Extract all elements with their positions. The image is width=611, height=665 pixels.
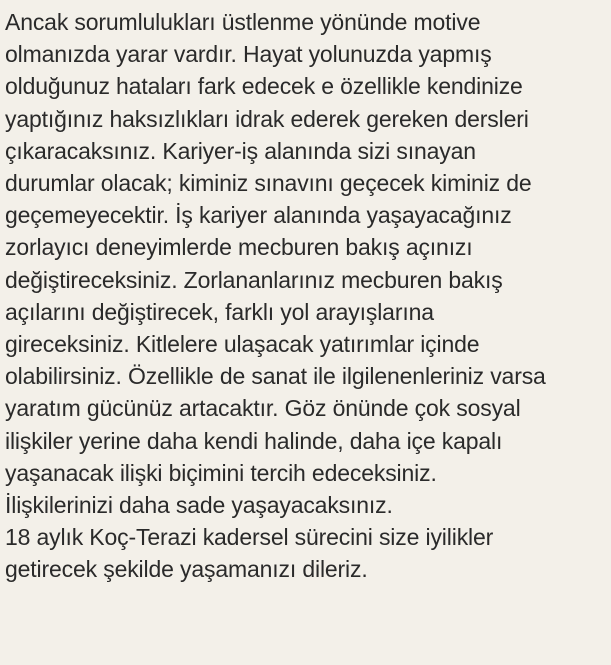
text-line: olabilirsiniz. Özellikle de sanat ile ilgilenenleriniz varsa — [5, 363, 546, 390]
text-line: 18 aylık Koç-Terazi kadersel sürecini size iyilikler — [5, 524, 494, 551]
text-line: yaptığınız haksızlıkları idrak ederek gereken dersleri — [5, 105, 529, 132]
text-line: yaşanacak ilişki biçimini tercih edeceksiniz. — [5, 459, 437, 486]
text-line: açılarını değiştirecek, farklı yol arayışlarına — [5, 298, 434, 325]
text-line: değiştireceksiniz. Zorlananlarınız mecburen bakış — [5, 266, 503, 293]
text-line: ilişkiler yerine daha kendi halinde, daha içe kapalı — [5, 427, 503, 454]
text-line: getirecek şekilde yaşamanızı dileriz. — [5, 556, 368, 583]
text-line: durumlar olacak; kiminiz sınavını geçecek kiminiz de — [5, 170, 532, 197]
text-line: Ancak sorumlulukları üstlenme yönünde motive — [5, 9, 481, 35]
text-line: İlişkilerinizi daha sade yaşayacaksınız. — [5, 492, 393, 519]
article-text — [5, 6, 609, 586]
text-line: çıkaracaksınız. Kariyer-iş alanında sizi sınayan — [5, 137, 476, 164]
text-line: olmanızda yarar vardır. Hayat yolunuzda yapmış — [5, 41, 492, 68]
text-line: gireceksiniz. Kitlelere ulaşacak yatırımlar içinde — [5, 331, 480, 358]
text-line: geçemeyecektir. İş kariyer alanında yaşayacağınız — [5, 202, 512, 229]
text-line: olduğunuz hataları fark edecek e özellikle kendinize — [5, 73, 523, 100]
text-line: zorlayıcı deneyimlerde mecburen bakış açınızı — [5, 234, 473, 261]
text-line: yaratım gücünüz artacaktır. Göz önünde çok sosyal — [5, 395, 521, 422]
